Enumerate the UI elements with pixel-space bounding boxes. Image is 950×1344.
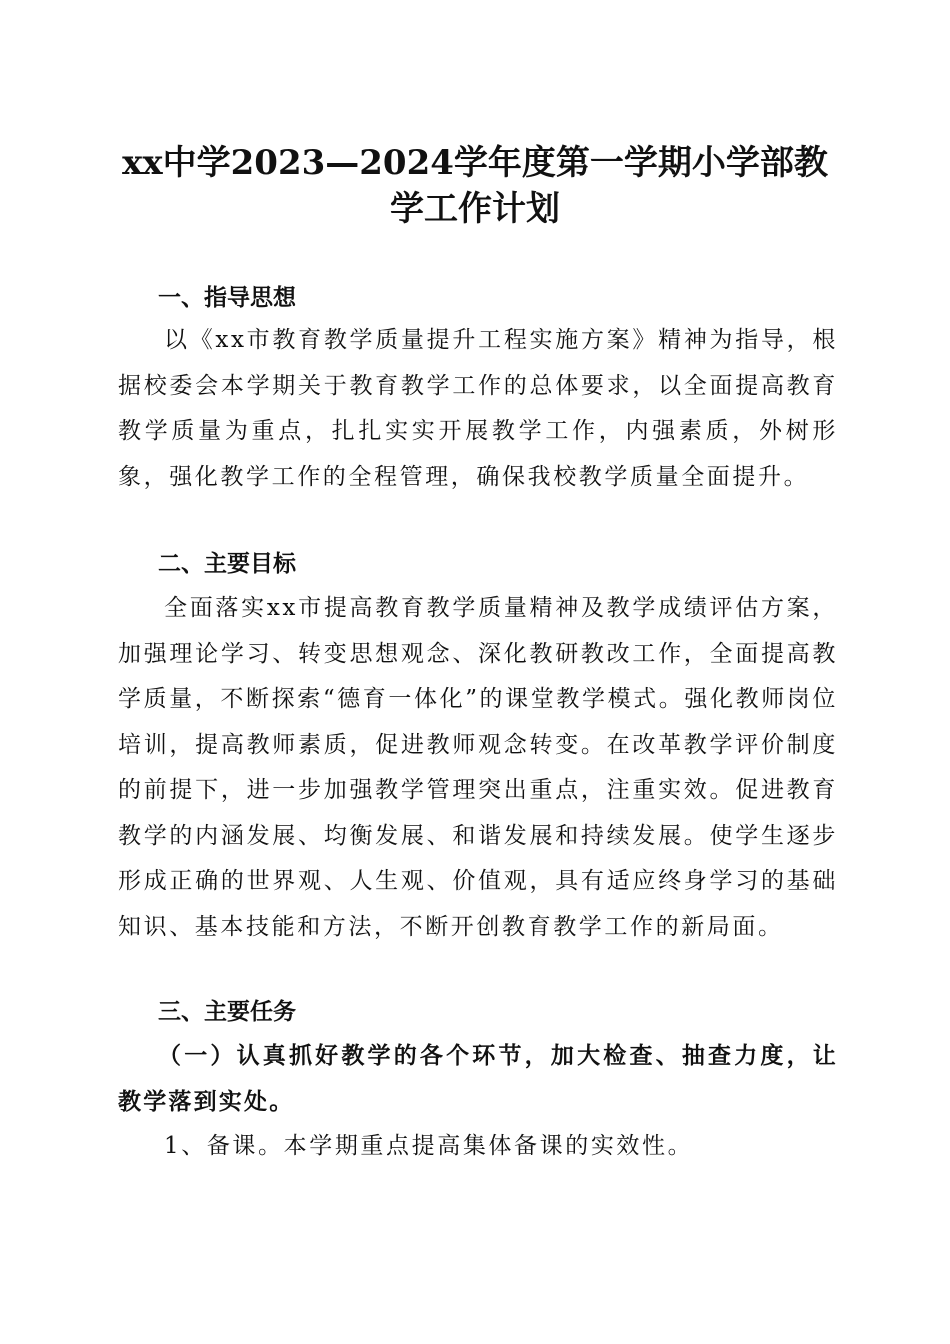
section-paragraph-main-goals: 全面落实xx市提高教育教学质量精神及教学成绩评估方案，加强理论学习、转变思想观念、深化教研教改工作，全面提高教学质量，不断探索“德育一体化”的课堂教学模式。强化教师岗位培训，提高教师素质，促进教师观念转变。在改革教学评价制度的前提下，进一步加强教学管理突出重点，注重实效。促进教育教学的内涵发展、均衡发展、和谐发展和持续发展。使学生逐步形成正确的世界观、人生观、价值观，具有适应终身学习的基础知识、基本技能和方法，不断开创教育教学工作的新局面。 [118, 595, 838, 940]
section-subheading-task-one: （一）认真抓好教学的各个环节，加大检查、抽查力度，让教学落到实处。 [118, 1043, 838, 1115]
document-title-line-2: 学工作计划 [390, 189, 560, 229]
section-heading-main-tasks: 三、主要任务 [158, 999, 296, 1025]
document-title-line-1: xx中学2023—2024学年度第一学期小学部教 [122, 143, 828, 183]
section-paragraph-guiding-ideology: 以《xx市教育教学质量提升工程实施方案》精神为指导，根据校委会本学期关于教育教学工作的总体要求，以全面提高教育教学质量为重点，扎扎实实开展教学工作，内强素质，外树形象，强化教学工作的全程管理，确保我校教学质量全面提升。 [118, 327, 838, 490]
section-heading-guiding-ideology: 一、指导思想 [158, 285, 296, 311]
section-heading-main-goals: 二、主要目标 [158, 551, 296, 577]
section-item-lesson-prep: 1、备课。本学期重点提高集体备课的实效性。 [164, 1133, 694, 1159]
